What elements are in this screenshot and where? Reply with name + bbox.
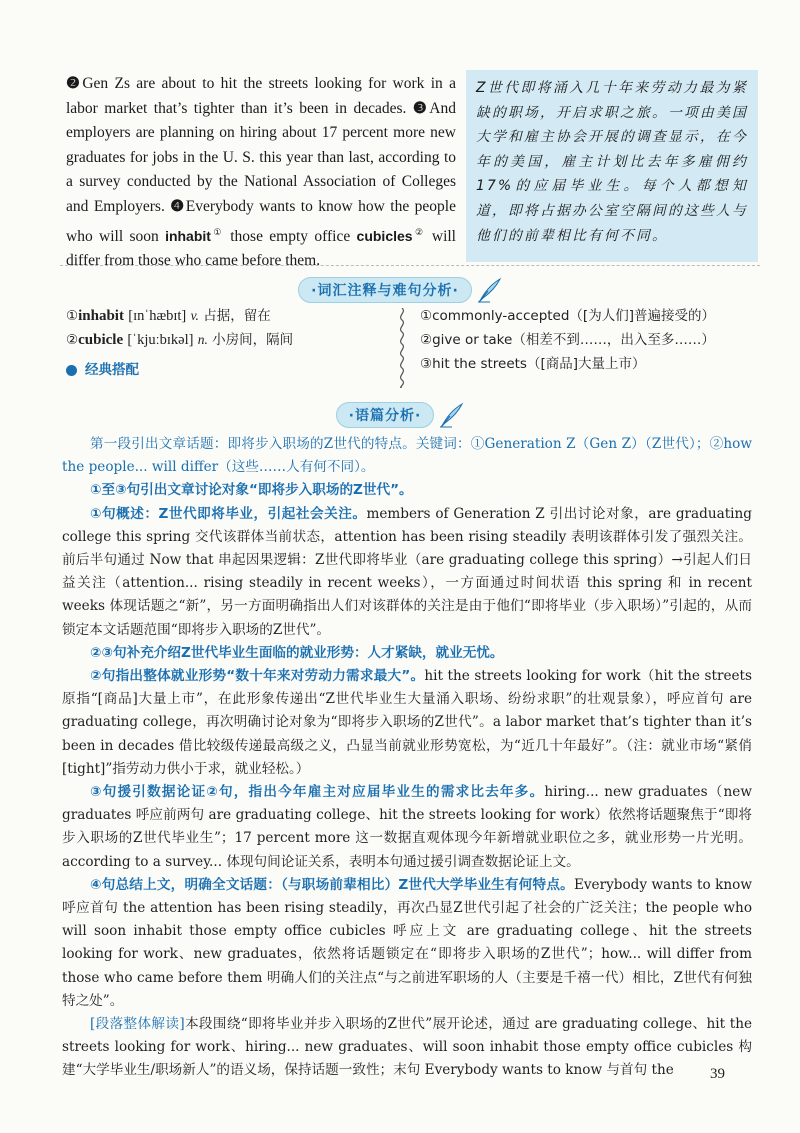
vocab-entry-1 <box>66 304 386 328</box>
page-number: 39 <box>710 1066 725 1082</box>
collocation-label: 经典搭配 <box>85 362 139 378</box>
analysis-text: Everybody wants to know 呼应首句 the attention has been rising steadily，再次凸显Z世代引起了社会的广泛关注；the people who will soon inhabit those empty office cubicles 呼应上文 are graduating college、hit the streets looking for work、new graduates，依然将话题锁定在“即将步入职场的Z世代”；how... will differ from those who came before them 明确人们的关注点“与之前进军职场的人（主要是千禧一代）相比，Z世代有何独特之处”。 <box>62 876 752 1009</box>
analysis-body <box>62 433 752 1083</box>
vocab-section-header <box>250 277 550 303</box>
analysis-sentence-1 <box>62 503 752 642</box>
vocab-pos: n. <box>197 332 208 347</box>
footnote-marker-1: ① <box>210 226 224 237</box>
sentence-3: And employers are planning on hiring about 17 percent more new graduates for jobs in the U. S. this year than last, according to a survey conducted by the National Association of Colleges and Employers. <box>66 99 456 215</box>
footnote-marker-2: ② <box>412 226 426 237</box>
vocab-list <box>66 304 386 382</box>
analysis-heading: ③句援引数据论证②句，指出今年雇主对应届毕业生的需求比去年多。 <box>90 784 545 801</box>
collocation-item-2: ②give or take（相差不到……，出入至多……） <box>420 332 715 348</box>
keyword-inhabit: inhabit <box>165 227 211 244</box>
analysis-sentence-4 <box>62 874 752 1013</box>
analysis-intro: 第一段引出文章话题：即将步入职场的Z世代的特点。关键词：①Generation Z（Gen Z）（Z世代）；②how the people... will differ（这些……人有何不同）。 <box>62 436 752 476</box>
sentence-4-part2: those empty office <box>230 227 351 245</box>
analysis-text: 本段围绕“即将毕业并步入职场的Z世代”展开论述，通过 are graduating college、hit the streets looking for work、hiring... new graduates、will soon inhabit those empty office cubicles 构建“大学毕业生/职场新人”的语义场，保持话题一致性；末句 Everybody wants to know 与首句 the <box>62 1016 752 1079</box>
keyword-cubicles: cubicles <box>356 227 413 244</box>
analysis-heading: ④句总结上文，明确全文话题：（与职场前辈相比）Z世代大学毕业生有何特点。 <box>90 876 574 893</box>
analysis-point-1-3: ①至③句引出文章讨论对象“即将步入职场的Z世代”。 <box>90 482 413 499</box>
vocab-entry-2 <box>66 328 386 352</box>
translation-box <box>466 70 758 262</box>
analysis-heading: ①句概述：Z世代即将毕业，引起社会关注。 <box>90 505 367 522</box>
translation-text: Z世代即将涌入几十年来劳动力最为紧缺的职场，开启求职之旅。一项由美国大学和雇主协会开展的调查显示，在今年的美国，雇主计划比去年多雇佣约17%的应届毕业生。每个人都想知道，即将占据办公室空隔间的这些人与他们的前辈相比有何不同。 <box>476 80 748 244</box>
sentence-2: Gen Zs are about to hit the streets looking for work in a labor market that’s tighter than it’s been in decades. <box>66 75 456 117</box>
bullet-dot-icon <box>66 365 77 376</box>
spiral-binding-icon <box>396 308 408 388</box>
analysis-heading: [段落整体解读] <box>90 1016 185 1033</box>
vocab-num: ① <box>66 308 79 324</box>
vocab-num: ② <box>66 332 79 348</box>
analysis-text: hit the streets looking for work（hit the streets 原指“[商品]大量上市”，在此形象传递出“Z世代毕业生大量涌入职场、纷纷求职”的壮观景象），呼应首句 are graduating college，再次明确讨论对象为“即将步入职场的Z世代”。a labor market that’s tighter than it’s been in decades 借比较级传递最高级之义，凸显当前就业形势宽松，为“近几十年最好”。（注：就业市场“紧俏[tight]”指劳动力供小于求，就业轻松。） <box>62 668 752 777</box>
analysis-sentence-2 <box>62 665 752 781</box>
analysis-text: hiring... new graduates（new graduates 呼应前两句 are graduating college、hit the streets looking for work）依然将话题聚焦于“即将步入职场的Z世代毕业生”；17 percent more 这一数据直观体现今年新增就业职位之多，就业形势一片光明。according to a survey... 体现句间论证关系，表明本句通过援引调查数据论证上文。 <box>62 784 752 870</box>
quill-icon <box>438 402 464 428</box>
sentence-marker-4: ❹ <box>170 197 186 215</box>
vocab-meaning: 占据，留在 <box>203 308 271 324</box>
analysis-text: members of Generation Z 引出讨论对象，are graduating college this spring 交代该群体当前状态，attention has been rising steadily 表明该群体引发了强烈关注。前后半句通过 Now that 串起因果逻辑：Z世代即将毕业（are graduating college this spring）→引起人们日益关注（attention... rising steadily in recent weeks），一方面通过时间状语 this spring 和 in recent weeks 体现话题之“新”，另一方面明确指出人们对该群体的关注是由于他们“即将毕业（步入职场）”引起的，从而锁定本文话题范围“即将步入职场的Z世代”。 <box>62 505 752 638</box>
sentence-marker-3: ❸ <box>412 99 430 117</box>
english-passage <box>66 72 456 274</box>
analysis-heading: ②句指出整体就业形势“数十年来对劳动力需求最大”。 <box>90 668 425 685</box>
analysis-point-2-3: ②③句补充介绍Z世代毕业生面临的就业形势：人才紧缺，就业无忧。 <box>90 644 504 661</box>
collocation-header <box>66 358 386 382</box>
vocab-phonetic: [ɪnˈhæbɪt] <box>128 308 187 324</box>
vocab-word: cubicle <box>78 332 124 348</box>
vocab-meaning: 小房间，隔间 <box>212 332 294 348</box>
sentence-marker-2: ❷ <box>66 75 83 92</box>
vocab-phonetic: [ˈkjuːbɪkəl] <box>127 332 194 348</box>
collocation-item-1: ①commonly-accepted（[为人们]普遍接受的） <box>420 308 715 324</box>
vocab-section-title: ·词汇注释与难句分析· <box>298 277 472 303</box>
analysis-section-header <box>300 402 500 428</box>
analysis-overall <box>62 1013 752 1083</box>
sentence-4-part3: will differ from those who came before them. <box>66 227 456 270</box>
analysis-sentence-3 <box>62 781 752 874</box>
collocation-list <box>420 304 760 376</box>
sentence-4-part1: Everybody wants to know how the people who will soon <box>66 197 456 245</box>
divider <box>60 265 760 266</box>
collocation-item-3: ③hit the streets（[商品]大量上市） <box>420 356 646 372</box>
vocab-pos: v. <box>190 308 199 323</box>
analysis-section-title: ·语篇分析· <box>336 402 435 428</box>
vocab-word: inhabit <box>78 308 124 324</box>
quill-icon <box>476 277 502 303</box>
